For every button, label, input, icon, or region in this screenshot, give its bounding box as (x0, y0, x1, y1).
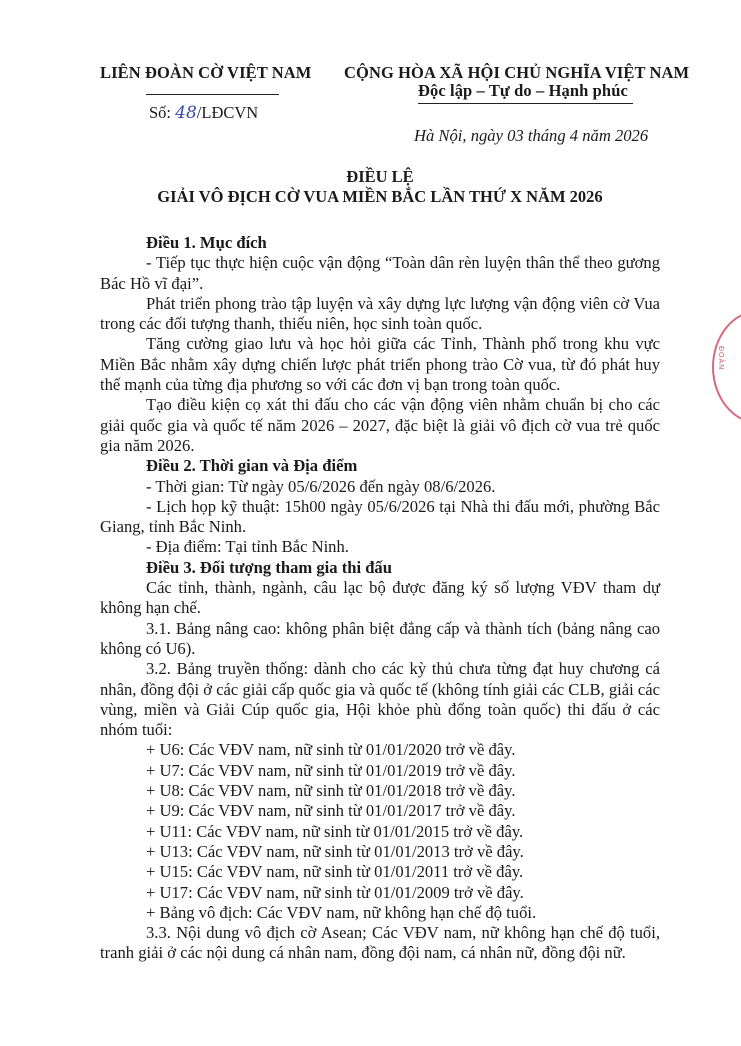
org-name-right: CỘNG HÒA XÃ HỘI CHỦ NGHĨA VIỆT NAM (344, 63, 690, 82)
article-2-title: Điều 2. Thời gian và Địa điểm (146, 456, 358, 476)
article-1-para-2: Phát triển phong trào tập luyện và xây dựng lực lượng vận động viên cờ Vua trong các đối tượng thanh, thiếu niên, học sinh toàn quốc. (100, 293, 660, 334)
age-group-item: + U7: Các VĐV nam, nữ sinh từ 01/01/2019 trở về đây. (146, 760, 516, 780)
motto: Độc lập – Tự do – Hạnh phúc (418, 81, 628, 100)
age-group-item: + U8: Các VĐV nam, nữ sinh từ 01/01/2018 trở về đây. (146, 781, 516, 801)
article-3-para-3: 3.2. Bảng truyền thống: dành cho các kỳ thủ chưa từng đạt huy chương cá nhân, đồng đội ở các giải cấp quốc gia và quốc tế (không tính giải các CLB, giải các vùng, miền và Giải Cúp quốc gia, Hội khỏe phù đổng toàn quốc) thi đấu ở các nhóm tuổi: (100, 659, 660, 740)
age-group-item: + U11: Các VĐV nam, nữ sinh từ 01/01/2015 trở về đây. (146, 821, 524, 841)
divider-left (146, 94, 279, 95)
title-line-1: ĐIỀU LỆ (346, 167, 414, 186)
document-body (100, 233, 660, 964)
so-number-handwritten: 48 (175, 103, 197, 123)
divider-right (418, 103, 633, 104)
so-suffix: /LĐCVN (196, 103, 259, 122)
age-group-item: + U9: Các VĐV nam, nữ sinh từ 01/01/2017 trở về đây. (146, 801, 516, 821)
age-group-item: + U17: Các VĐV nam, nữ sinh từ 01/01/2009 trở về đây. (146, 882, 524, 902)
org-name-left: LIÊN ĐOÀN CỜ VIỆT NAM (100, 63, 312, 82)
stamp-text: ĐOÀN (717, 346, 724, 371)
article-1-para-1: - Tiếp tục thực hiện cuộc vận động “Toàn dân rèn luyện thân thể theo gương Bác Hồ vĩ đại”. (100, 253, 660, 293)
article-3-para-1: Các tỉnh, thành, ngành, câu lạc bộ được đăng ký số lượng VĐV tham dự không hạn chế. (100, 578, 660, 618)
article-1-para-4: Tạo điều kiện cọ xát thi đấu cho các vận động viên nhằm chuẩn bị cho các giải quốc gia và quốc tế năm 2026 – 2027, đặc biệt là giải vô địch cờ vua trẻ quốc gia năm 2026. (100, 395, 660, 455)
article-3-para-4: 3.3. Nội dung vô địch cờ Asean; Các VĐV nam, nữ không hạn chế độ tuổi, tranh giải ở các nội dung cá nhân nam, đồng đội nam, cá nhân nữ, đồng đội nữ. (100, 923, 660, 963)
age-group-item: + Bảng vô địch: Các VĐV nam, nữ không hạn chế độ tuổi. (146, 902, 537, 922)
article-3-para-2: 3.1. Bảng nâng cao: không phân biệt đẳng cấp và thành tích (bảng nâng cao không có U6). (100, 618, 660, 658)
article-2-para-1: - Thời gian: Từ ngày 05/6/2026 đến ngày 08/6/2026. (146, 476, 496, 496)
document-number (149, 103, 258, 123)
age-group-item: + U13: Các VĐV nam, nữ sinh từ 01/01/2013 trở về đây. (146, 841, 524, 861)
article-3-title: Điều 3. Đối tượng tham gia thi đấu (146, 557, 392, 577)
so-prefix: Số: (149, 103, 172, 122)
title-line-2: GIẢI VÔ ĐỊCH CỜ VUA MIỀN BẮC LẦN THỨ X NĂM 2026 (157, 187, 603, 206)
age-group-item: + U15: Các VĐV nam, nữ sinh từ 01/01/2011 trở về đây. (146, 862, 524, 882)
article-1-title: Điều 1. Mục đích (146, 233, 267, 252)
age-group-item: + U6: Các VĐV nam, nữ sinh từ 01/01/2020 trở về đây. (146, 740, 516, 760)
article-2-para-3: - Địa điểm: Tại tỉnh Bắc Ninh. (146, 537, 349, 557)
article-1-para-3: Tăng cường giao lưu và học hỏi giữa các Tỉnh, Thành phố trong khu vực Miền Bắc nhằm xây dựng chiến lược phát triển phong trào Cờ vua, từ đó phát huy thế mạnh của từng địa phương so với các đơn vị bạn trong toàn quốc. (100, 334, 660, 395)
article-2-para-2: - Lịch họp kỹ thuật: 15h00 ngày 05/6/2026 tại Nhà thi đấu mới, phường Bắc Giang, tỉnh Bắc Ninh. (100, 496, 660, 537)
place-date: Hà Nội, ngày 03 tháng 4 năm 2026 (414, 126, 649, 145)
